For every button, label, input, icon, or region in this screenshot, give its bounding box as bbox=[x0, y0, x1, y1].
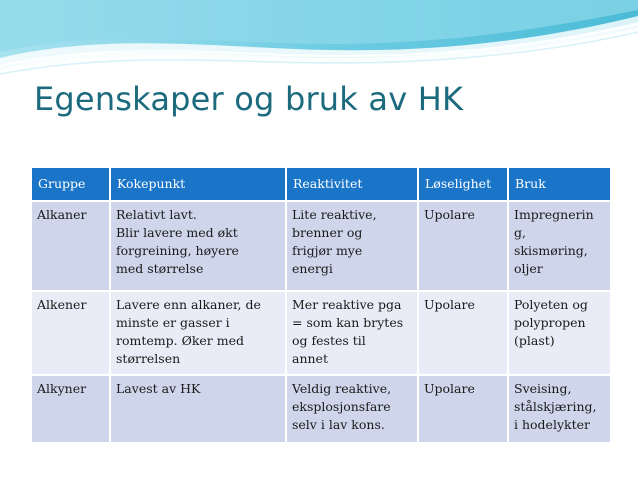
cell-text-usage: Polyeten og polypropen (plast) bbox=[514, 297, 588, 348]
table-cell bbox=[286, 201, 418, 291]
cell-text-group: Alkaner bbox=[37, 207, 87, 222]
table-cell bbox=[508, 291, 610, 375]
table-header-row bbox=[32, 168, 610, 201]
table-cell bbox=[418, 201, 508, 291]
table-cell bbox=[286, 291, 418, 375]
table-cell bbox=[286, 375, 418, 442]
table-cell bbox=[32, 375, 110, 442]
cell-text-reactivity: Veldig reaktive, eksplosjonsfare selv i lav kons. bbox=[292, 381, 392, 432]
column-header-reaktivitet: Reaktivitet bbox=[286, 168, 418, 201]
table-cell bbox=[418, 375, 508, 442]
column-header-gruppe: Gruppe bbox=[32, 168, 110, 201]
cell-text-usage: Sveising, stålskjæring, i hodelykter bbox=[514, 381, 597, 432]
table-cell bbox=[32, 291, 110, 375]
cell-text-boiling-point: Relativt lavt. Blir lavere med økt forgreining, høyere med størrelse bbox=[116, 207, 239, 276]
cell-text-boiling-point: Lavest av HK bbox=[116, 381, 201, 396]
table-row bbox=[32, 291, 610, 375]
decorative-wave-banner bbox=[0, 0, 638, 80]
cell-text-solubility: Upolare bbox=[424, 207, 475, 222]
cell-text-reactivity: Lite reaktive, brenner og frigjør mye energi bbox=[292, 207, 377, 276]
column-header-loselighet: Løselighet bbox=[418, 168, 508, 201]
table-cell bbox=[110, 201, 286, 291]
cell-text-solubility: Upolare bbox=[424, 381, 475, 396]
column-header-kokepunkt: Kokepunkt bbox=[110, 168, 286, 201]
slide-title: Egenskaper og bruk av HK bbox=[34, 80, 464, 118]
table-cell bbox=[418, 291, 508, 375]
table-cell bbox=[508, 375, 610, 442]
table-cell bbox=[508, 201, 610, 291]
table-row bbox=[32, 375, 610, 442]
cell-text-reactivity: Mer reaktive pga = som kan brytes og festes til annet bbox=[292, 297, 404, 366]
cell-text-group: Alkyner bbox=[37, 381, 87, 396]
cell-text-solubility: Upolare bbox=[424, 297, 475, 312]
table-cell bbox=[32, 201, 110, 291]
column-header-bruk: Bruk bbox=[508, 168, 610, 201]
cell-text-boiling-point: Lavere enn alkaner, de minste er gasser i romtemp. Øker med størrelsen bbox=[116, 297, 261, 366]
properties-table bbox=[32, 168, 610, 442]
table-row bbox=[32, 201, 610, 291]
table-cell bbox=[110, 375, 286, 442]
table-cell bbox=[110, 291, 286, 375]
cell-text-usage: Impregnerin g, skismøring, oljer bbox=[514, 207, 594, 276]
cell-text-group: Alkener bbox=[37, 297, 87, 312]
